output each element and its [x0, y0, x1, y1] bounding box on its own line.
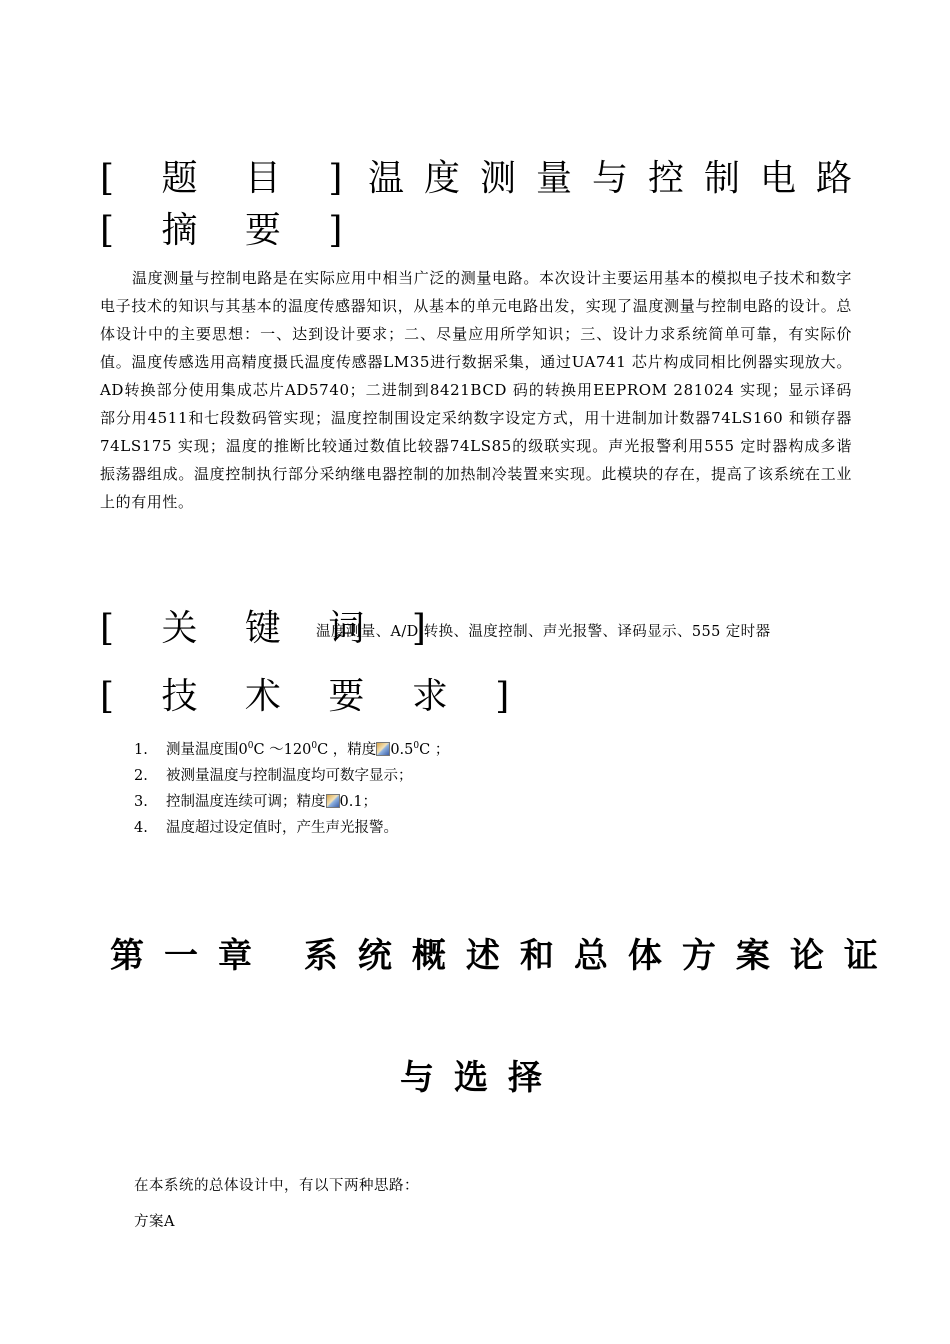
list-item: 3. 控制温度连续可调；精度 0.1；: [134, 793, 378, 810]
chapter-heading: 第一章 系统概述和总体方案论证: [110, 936, 898, 976]
page-title: 温度测量与控制电路: [368, 158, 873, 199]
keywords-line: [100, 600, 840, 649]
title-label: [ 题 目 ]: [100, 158, 361, 199]
title-line: [100, 150, 873, 200]
abstract-label: [ 摘 要 ]: [100, 210, 361, 251]
abstract-body: 温度测量与控制电路是在实际应用中相当广泛的测量电路。本次设计主要运用基本的模拟电子技术和数字电子技术的知识与其基本的温度传感器知识，从基本的单元电路出发，实现了温度测量与控制电路的设计。总体设计中的主要思想：一、达到设计要求；二、尽量应用所学知识；三、设计力求系统简单可靠，有实际价值。温度传感选用高精度摄氏温度传感器LM35进行数据采集，通过UA741 芯片构成同相比例器实现放大。AD转换部分使用集成芯片AD5740；二进制到8421BCD 码的转换用EEPROM 281024 实现；显示译码部分用4511和七段数码管实现；温度控制围设定采纳数字设定方式，用十进制加计数器74LS160 和锁存器74LS175 实现；温度的推断比较通过数值比较器74LS85的级联实现。声光报警利用555 定时器构成多谐振荡器组成。温度控制执行部分采纳继电器控制的加热制冷装置来实现。此模块的存在，提高了该系统在工业上的有用性。: [100, 269, 852, 511]
keywords-label: [ 关 键 词 ]: [100, 608, 444, 649]
list-item: 2. 被测量温度与控制温度均可数字显示；: [134, 767, 413, 784]
chapter-heading-cont: 与选择: [400, 1058, 562, 1098]
list-item: 1. 测量温度围$0^0C$ $\sim 120^0C$ ，精度 $0.5^0C$ ；: [134, 741, 450, 758]
list-item: 4. 温度超过设定值时，产生声光报警。: [134, 819, 398, 836]
requirements-list: [134, 733, 449, 841]
keywords-text: 温度测量、A/D 转换、温度控制、声光报警、译码显示、555 定时器: [316, 624, 771, 640]
broken-glyph-icon: [376, 742, 390, 756]
body-intro: 在本系统的总体设计中，有以下两种思路：: [134, 1178, 419, 1194]
plan-a-label: 方案A: [134, 1214, 175, 1230]
requirements-label: [ 技 术 要 求 ]: [100, 676, 528, 717]
broken-glyph-icon: [326, 794, 340, 808]
